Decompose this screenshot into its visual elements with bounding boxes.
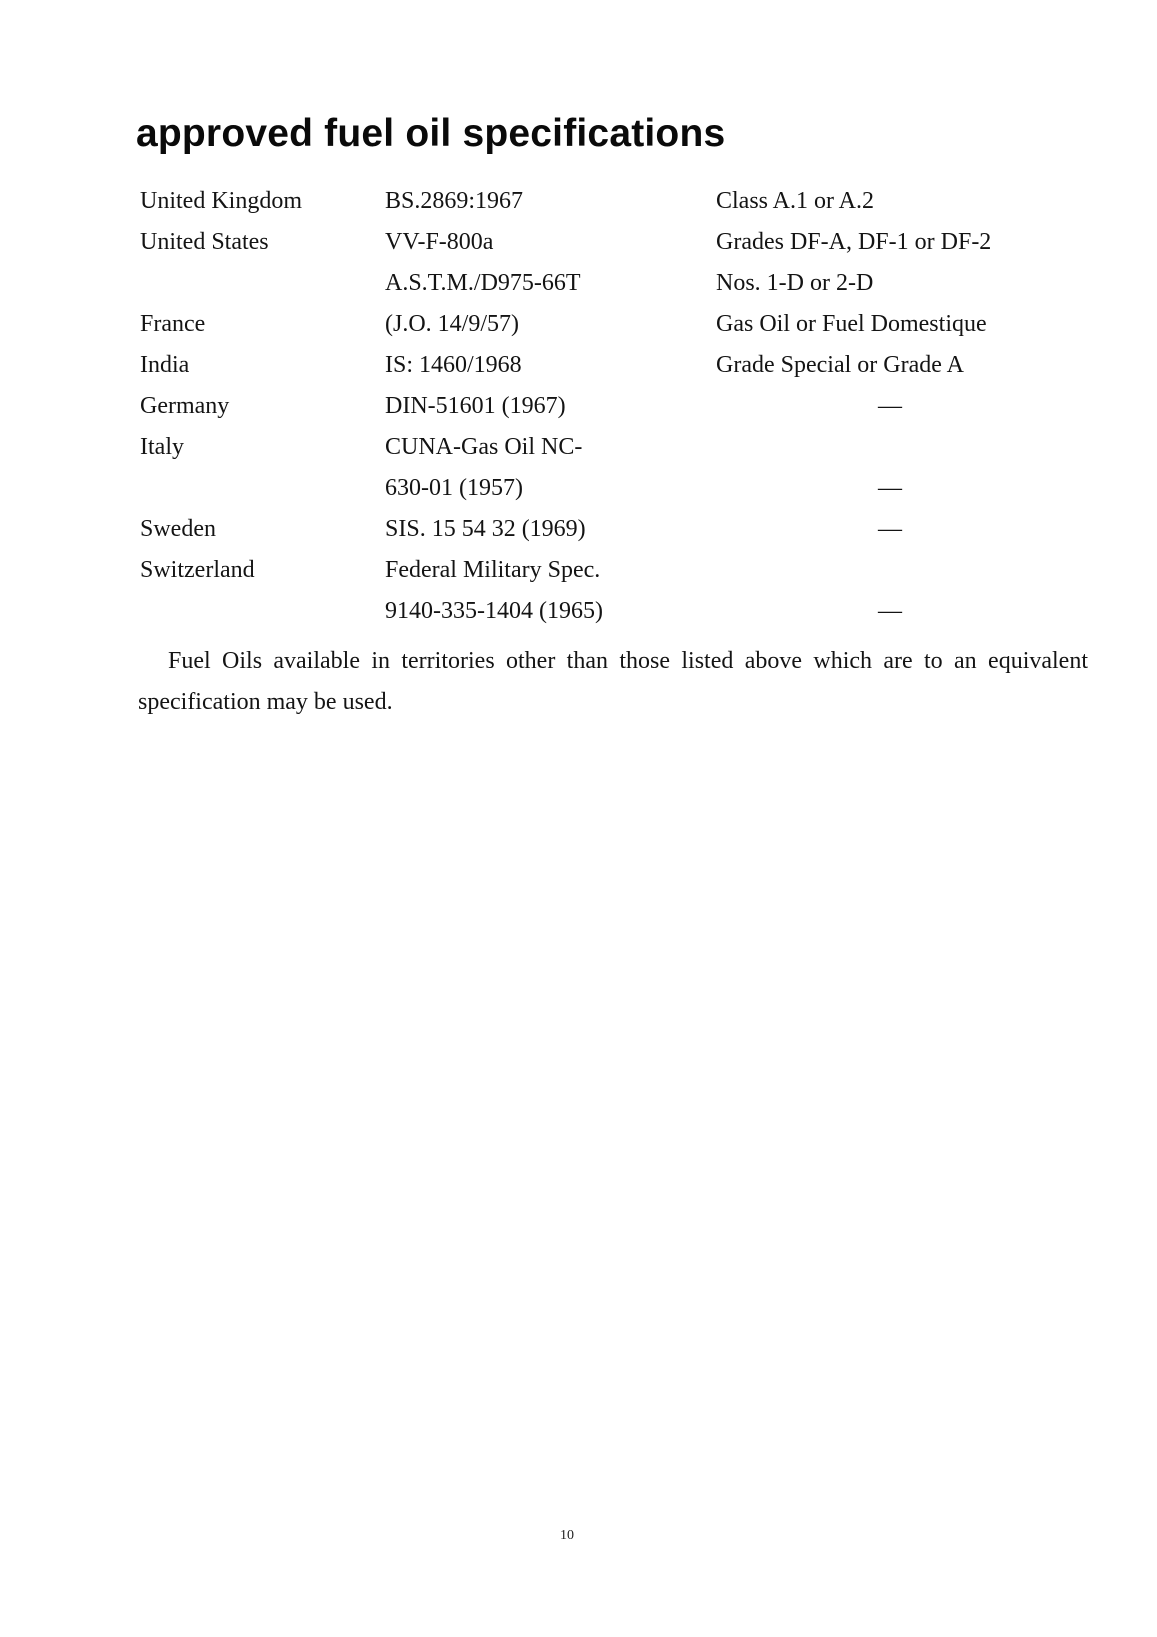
grade-cell: — <box>878 598 902 624</box>
table-row <box>140 427 1100 509</box>
fuel-spec-table <box>140 181 1100 632</box>
table-row <box>140 550 1100 632</box>
country-cell: United Kingdom <box>140 188 302 214</box>
equivalent-spec-note: Fuel Oils available in territories other than those listed above which are to an equivalent specification may be used. <box>138 648 1088 715</box>
grade-cell: Gas Oil or Fuel Domestique <box>716 311 987 337</box>
standard-cell: VV-F-800a <box>385 229 494 255</box>
country-cell: India <box>140 352 190 378</box>
table-row <box>140 386 1100 427</box>
country-cell: Italy <box>140 434 184 460</box>
standard-cell: Federal Military Spec. 9140-335-1404 (1965) <box>385 557 603 624</box>
standard-cell: CUNA-Gas Oil NC- 630-01 (1957) <box>385 434 583 501</box>
grade-cell: Grade Special or Grade A <box>716 352 964 378</box>
country-cell: Germany <box>140 393 230 419</box>
table-row <box>140 222 1100 263</box>
grade-cell: — <box>878 393 902 419</box>
grade-cell: — <box>878 475 902 501</box>
grade-cell: Class A.1 or A.2 <box>716 188 875 214</box>
table-row <box>140 181 1100 222</box>
standard-cell: DIN-51601 (1967) <box>385 393 566 419</box>
table-row <box>140 304 1100 345</box>
grade-cell: Nos. 1-D or 2-D <box>716 270 874 296</box>
table-row <box>140 345 1100 386</box>
country-cell: United States <box>140 229 269 255</box>
table-row <box>140 263 1100 304</box>
country-cell: France <box>140 311 206 337</box>
page-number: 10 <box>560 1528 574 1543</box>
page-title: approved fuel oil specifications <box>136 112 726 155</box>
standard-cell: A.S.T.M./D975-66T <box>385 270 581 296</box>
standard-cell: BS.2869:1967 <box>385 188 524 214</box>
grade-cell: Grades DF-A, DF-1 or DF-2 <box>716 229 992 255</box>
grade-cell: — <box>878 516 902 542</box>
table-row <box>140 509 1100 550</box>
standard-cell: IS: 1460/1968 <box>385 352 522 378</box>
country-cell: Sweden <box>140 516 216 542</box>
country-cell: Switzerland <box>140 557 255 583</box>
standard-cell: (J.O. 14/9/57) <box>385 311 519 337</box>
standard-cell: SIS. 15 54 32 (1969) <box>385 516 586 542</box>
